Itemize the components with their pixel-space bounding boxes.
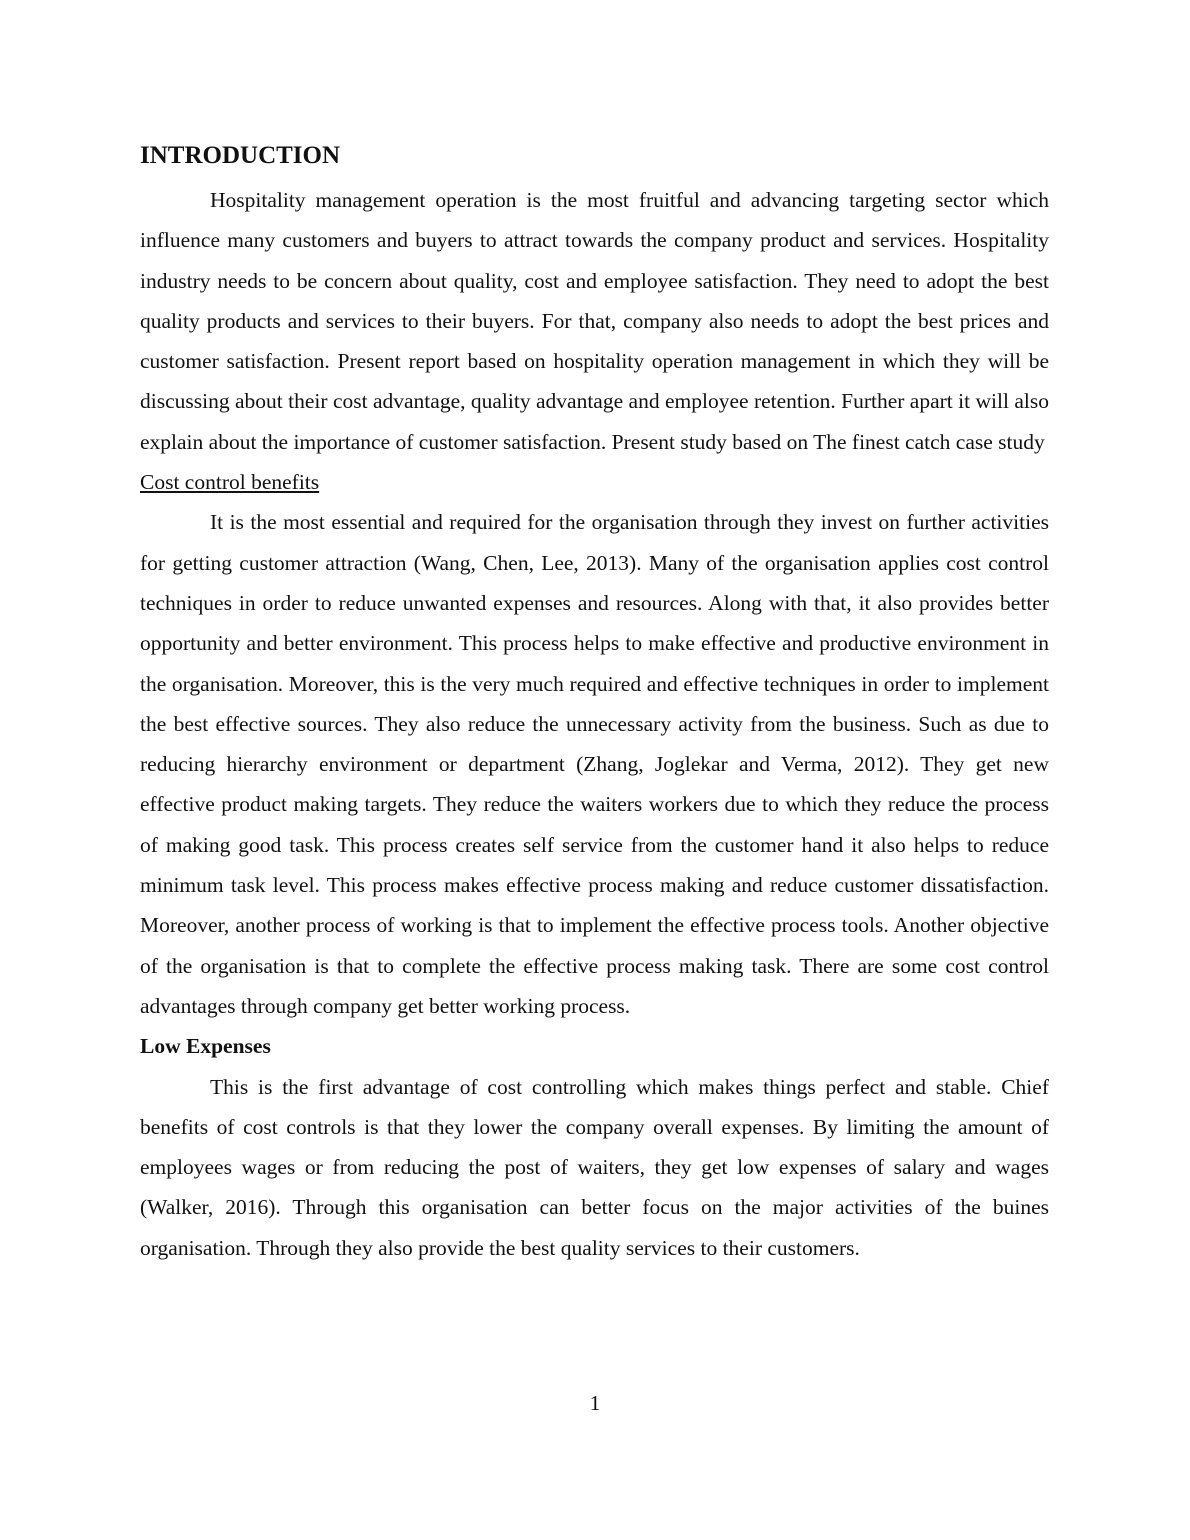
page-title: INTRODUCTION	[140, 142, 341, 169]
intro-paragraph: Hospitality management operation is the most fruitful and advancing targeting sector which influence many customers and buyers to attract towards the company product and services. Hospitality industry needs to be concern about quality, cost and employee satisfaction. They need to adopt the best quality products and services to their buyers. For that, company also needs to adopt the best prices and customer satisfaction. Present report based on hospitality operation management in which they will be discussing about their cost advantage, quality advantage and employee retention. Further apart it will also explain about the importance of customer satisfaction. Present study based on The finest catch case study	[140, 188, 1049, 454]
low-expenses-heading: Low Expenses	[140, 1034, 271, 1059]
cost-control-paragraph: It is the most essential and required for the organisation through they invest on further activities for getting customer attraction (Wang, Chen, Lee, 2013). Many of the organisation applies cost control techniques in order to reduce unwanted expenses and resources. Along with that, it also provides better opportunity and better environment. This process helps to make effective and productive environment in the organisation. Moreover, this is the very much required and effective techniques in order to implement the best effective sources. They also reduce the unnecessary activity from the business. Such as due to reducing hierarchy environment or department (Zhang, Joglekar and Verma, 2012). They get new effective product making targets. They reduce the waiters workers due to which they reduce the process of making good task. This process creates self service from the customer hand it also helps to reduce minimum task level. This process makes effective process making and reduce customer dissatisfaction. Moreover, another process of working is that to implement the effective process tools. Another objective of the organisation is that to complete the effective process making task. There are some cost control advantages through company get better working process.	[140, 510, 1049, 1018]
cost-control-heading: Cost control benefits	[140, 470, 320, 495]
page-number: 1	[589, 1391, 601, 1415]
low-expenses-paragraph: This is the first advantage of cost controlling which makes things perfect and stable. Chief benefits of cost controls is that they lower the company overall expenses. By limiting the amount of employees wages or from reducing the post of waiters, they get low expenses of salary and wages (Walker, 2016). Through this organisation can better focus on the major activities of the buines organisation. Through they also provide the best quality services to their customers.	[140, 1074, 1049, 1260]
document-page	[140, 138, 1049, 1268]
